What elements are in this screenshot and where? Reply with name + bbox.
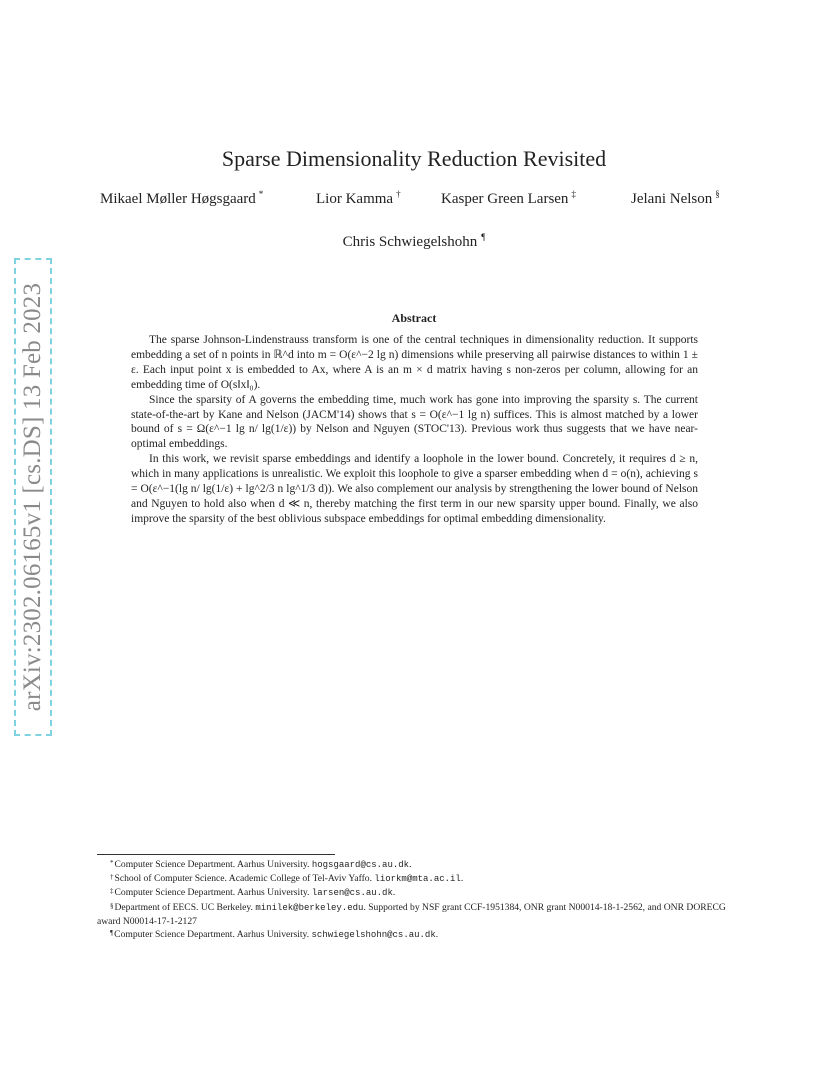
footnote-tail: . xyxy=(435,929,439,941)
affiliation-mark: * xyxy=(258,189,264,199)
footnote xyxy=(97,886,733,900)
footnote-mark: ‡ xyxy=(110,887,114,896)
abstract-paragraph: The sparse Johnson-Lindenstrauss transform is one of the central techniques in dimensionality reduction. It supports embedding a set of n points in ℝ^d into m = O(ε^−2 lg n) dimensions while preserving all pairwise distances to within 1 ± ε. Each input point x is embedded to Ax, where A is an m × d matrix having s non-zeros per column, allowing for an embedding time of O(s‖x‖₀). xyxy=(131,334,698,391)
arxiv-identifier: arXiv:2302.06165v1 [cs.DS] 13 Feb 2023 xyxy=(19,282,46,712)
author-name: Chris Schwiegelshohn xyxy=(342,234,478,250)
affiliation-mark: § xyxy=(715,189,720,199)
footnote-email[interactable]: minilek@berkeley.edu xyxy=(255,902,364,913)
author xyxy=(631,191,720,208)
footnote-mark: * xyxy=(110,859,114,867)
footnote-email[interactable]: schwiegelshohn@cs.au.dk xyxy=(311,930,436,941)
author-name: Jelani Nelson xyxy=(631,191,713,207)
abstract-body xyxy=(131,333,698,527)
author xyxy=(316,191,401,208)
abstract-paragraph: Since the sparsity of A governs the embedding time, much work has gone into improving the sparsity s. The current state-of-the-art by Kane and Nelson (JACM'14) shows that s = O(ε^−1 lg n) suffices. This is almost matched by a lower bound of s = Ω(ε^−1 lg n/ lg(1/ε)) by Nelson and Nguyen (STOC'13). Previous work thus suggests that we have near-optimal embeddings. xyxy=(131,393,698,451)
author-name: Mikael Møller Høgsgaard xyxy=(100,191,256,207)
footnote xyxy=(97,928,733,942)
author xyxy=(441,191,576,208)
footnote-divider xyxy=(97,854,335,855)
footnote-text: Computer Science Department. Aarhus University. xyxy=(114,929,310,941)
arxiv-stamp[interactable] xyxy=(14,258,52,736)
footnote-text: Computer Science Department. Aarhus University. xyxy=(114,859,310,870)
affiliation-mark: ¶ xyxy=(481,232,486,242)
footnote-tail: . xyxy=(409,859,412,870)
footnote-text: Department of EECS. UC Berkeley. xyxy=(114,901,253,913)
footnote xyxy=(97,858,733,872)
footnote-mark: § xyxy=(110,901,114,910)
footnote-mark: † xyxy=(110,873,114,882)
author xyxy=(0,234,828,251)
author xyxy=(100,191,263,208)
paper-title: Sparse Dimensionality Reduction Revisited xyxy=(221,146,607,171)
footnote-tail: . xyxy=(392,887,396,899)
footnote-email[interactable]: hogsgaard@cs.au.dk xyxy=(311,860,410,870)
footnote xyxy=(97,901,733,928)
author-name: Kasper Green Larsen xyxy=(441,191,569,207)
author-list xyxy=(0,191,828,213)
author-name: Lior Kamma xyxy=(316,191,394,207)
footnote-mark: ¶ xyxy=(110,929,114,938)
abstract-heading: Abstract xyxy=(391,311,437,325)
footnote-tail: . xyxy=(460,873,464,885)
affiliation-mark: ‡ xyxy=(571,189,576,199)
footnote-email[interactable]: liorkm@mta.ac.il xyxy=(374,874,461,885)
footnotes xyxy=(97,858,733,942)
footnote-text: School of Computer Science. Academic College of Tel-Aviv Yaffo. xyxy=(114,873,373,885)
footnote-text: Computer Science Department. Aarhus University. xyxy=(114,887,310,899)
footnote-email[interactable]: larsen@cs.au.dk xyxy=(311,888,393,899)
footnote xyxy=(97,872,733,886)
footnote-tail: . Supported by NSF grant CCF-1951384, ONR grant N00014-18-1-2562, and ONR DORECG award N00014-17-1-2127 xyxy=(97,901,726,927)
affiliation-mark: † xyxy=(396,189,401,199)
abstract-paragraph: In this work, we revisit sparse embeddings and identify a loophole in the lower bound. Concretely, it requires d ≥ n, which in many applications is unrealistic. We exploit this loophole to give a sparser embedding when d = o(n), achieving s = O(ε^−1(lg n/ lg(1/ε) + lg^2/3 n lg^1/3 d)). We also complement our analysis by strengthening the lower bound of Nelson and Nguyen to hold also when d ≪ n, thereby matching the first term in our new sparsity upper bound. Finally, we also improve the sparsity of the best oblivious subspace embeddings for optimal embedding dimensionality. xyxy=(131,453,698,525)
